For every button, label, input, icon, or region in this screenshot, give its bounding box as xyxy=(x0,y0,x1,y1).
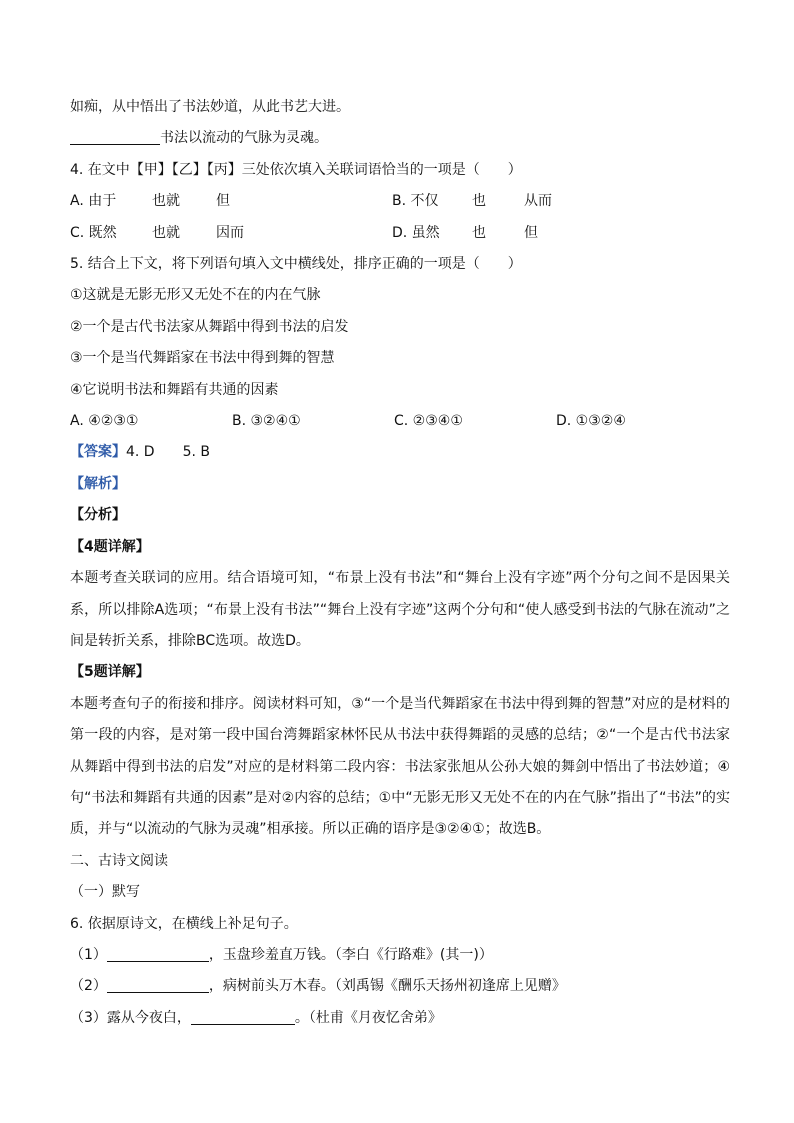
q4-options-row-1 xyxy=(70,186,730,217)
option-word: 也就 xyxy=(152,224,180,241)
option-label: A. 由于 xyxy=(70,193,117,210)
passage-line: 如痴，从中悟出了书法妙道，从此书艺大进。 xyxy=(70,99,350,115)
item-number: （2） xyxy=(70,978,107,995)
option-word: 也就 xyxy=(152,193,180,210)
poem-text: ，玉盘珍羞直万钱。（李白《行路难》(其一)） xyxy=(208,946,493,963)
q5-detail-tag: 【5题详解】 xyxy=(70,664,150,681)
poem-item-2 xyxy=(70,971,730,1002)
q5-sentence-2: ②一个是古代书法家从舞蹈中得到书法的启发 xyxy=(70,318,349,335)
item-number: （1） xyxy=(70,946,107,963)
q5-sentence-1: ①这就是无影无形又无处不在的内在气脉 xyxy=(70,287,321,304)
option-label: C. 既然 xyxy=(70,224,117,241)
option-word: 但 xyxy=(216,193,230,210)
fill-blank xyxy=(107,976,209,993)
q4-option-b xyxy=(392,186,552,217)
detail-paragraph: 本题考查关联词的应用。结合语境可知，“布景上没有书法”和“舞台上没有字迹”两个分句之间不是因果关系，所以排除A选项；“布景上没有书法”“舞台上没有字迹”这两个分句和“使人感受到书法的气脉在流动”之间是转折关系，排除BC选项。故选D。 xyxy=(70,570,730,649)
q5-stem: 5. 结合上下文，将下列语句填入文中横线处，排序正确的一项是（ ） xyxy=(70,256,522,273)
q4-detail-text xyxy=(70,563,730,657)
fenxi-tag: 【分析】 xyxy=(70,507,126,524)
fill-blank xyxy=(191,1008,295,1025)
q4-stem: 4. 在文中【甲】【乙】【丙】三处依次填入关联词语恰当的一项是（ ） xyxy=(70,161,522,178)
q4-options-row-2 xyxy=(70,218,730,249)
fill-blank xyxy=(70,128,160,145)
poem-item-3 xyxy=(70,1003,730,1034)
poem-text: 。（杜甫《月夜忆舍弟》 xyxy=(294,1009,442,1026)
poem-text: ，病树前头万木春。（刘禹锡《酬乐天扬州初逢席上见赠》 xyxy=(208,978,566,995)
fill-blank xyxy=(107,945,209,962)
option-word: 但 xyxy=(524,224,538,241)
subsection-title: （一）默写 xyxy=(70,884,140,901)
section-title: 二、古诗文阅读 xyxy=(70,852,168,869)
document-page xyxy=(70,92,730,1034)
q6-stem: 6. 依据原诗文，在横线上补足句子。 xyxy=(70,915,298,932)
analysis-tag: 【解析】 xyxy=(70,475,126,492)
option-word: 也 xyxy=(472,193,486,210)
q4-option-a xyxy=(70,186,392,217)
option-label: D. 虽然 xyxy=(392,224,440,241)
option-word: 因而 xyxy=(216,224,244,241)
q5-sentence-3: ③一个是当代舞蹈家在书法中得到舞的智慧 xyxy=(70,350,335,367)
detail-paragraph: 本题考查句子的衔接和排序。阅读材料可知，③“一个是当代舞蹈家在书法中得到舞的智慧”对应的是材料的第一段的内容，是对第一段中国台湾舞蹈家林怀民从书法中获得舞蹈的灵感的总结；②“一个是古代书法家从舞蹈中得到书法的启发”对应的是材料第二段内容：书法家张旭从公孙大娘的舞剑中悟出了书法妙道；④句“书法和舞蹈有共通的因素”是对②内容的总结；①中“无影无形又无处不在的内在气脉”指出了“书法”的实质，并与“以流动的气脉为灵魂”相承接。所以正确的语序是③②④①；故选B。 xyxy=(70,695,730,838)
answer-text: 4. D 5. B xyxy=(126,444,210,461)
q5-sentence-4: ④它说明书法和舞蹈有共通的因素 xyxy=(70,381,279,398)
option-label: B. 不仅 xyxy=(392,193,439,210)
answer-line xyxy=(70,437,730,468)
q5-option-c: C. ②③④① xyxy=(394,413,463,430)
q5-detail-text xyxy=(70,689,730,846)
poem-item-1 xyxy=(70,940,730,971)
q4-option-c xyxy=(70,218,392,249)
q5-option-d: D. ①③②④ xyxy=(556,413,626,430)
answer-tag: 【答案】 xyxy=(70,444,126,461)
q5-options xyxy=(70,406,730,437)
option-word: 从而 xyxy=(524,193,552,210)
option-word: 也 xyxy=(472,224,486,241)
passage-line-with-blank xyxy=(70,123,730,154)
poem-text: （3）露从今夜白， xyxy=(70,1009,191,1026)
q5-option-b: B. ③②④① xyxy=(232,413,301,430)
q4-detail-tag: 【4题详解】 xyxy=(70,538,150,555)
passage-text: 书法以流动的气脉为灵魂。 xyxy=(160,130,328,147)
q5-option-a: A. ④②③① xyxy=(70,413,139,430)
q4-option-d xyxy=(392,218,538,249)
